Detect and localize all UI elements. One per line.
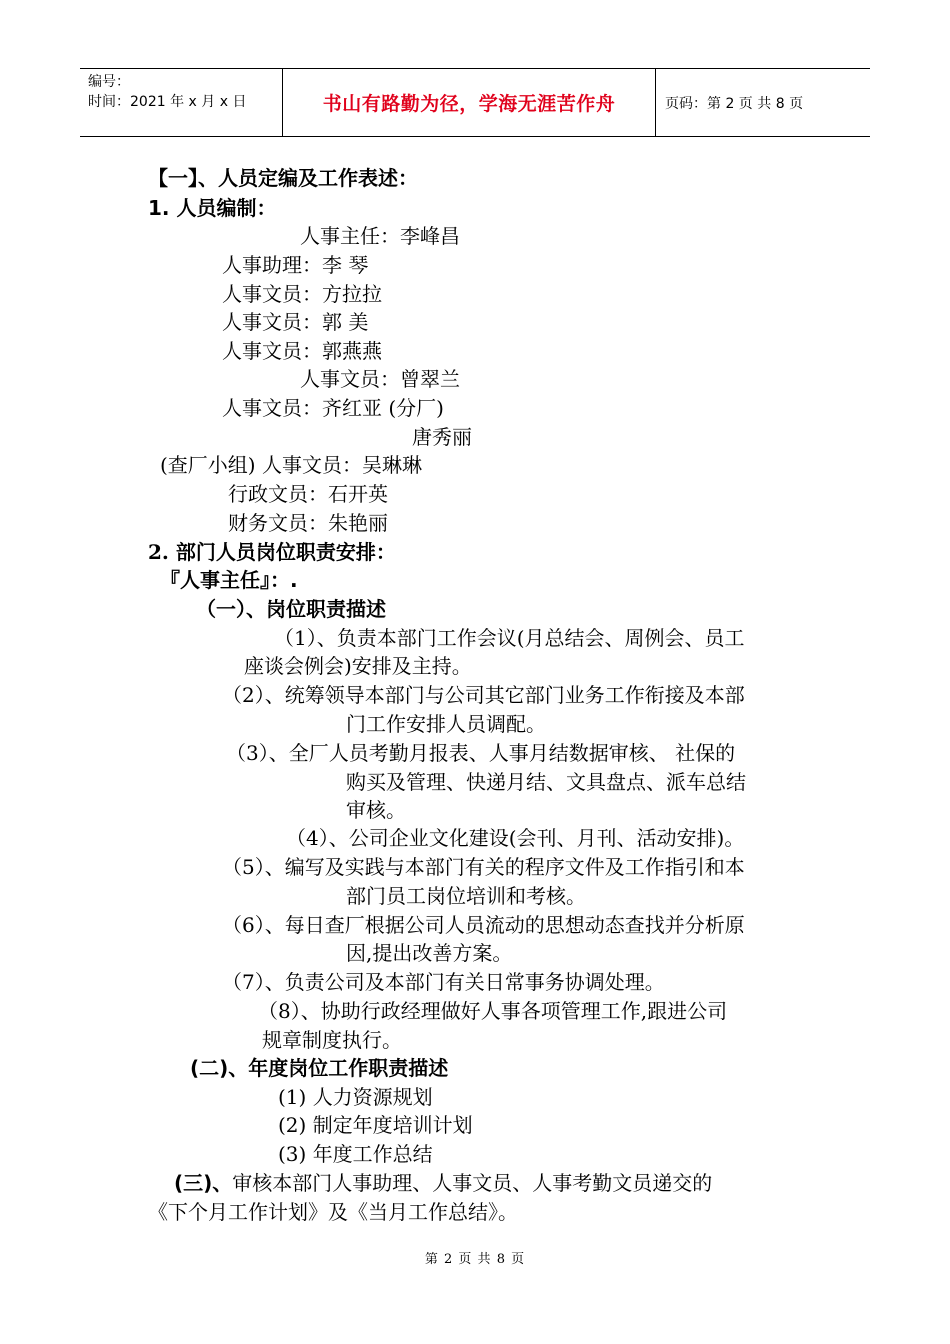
staffing-title: 1. 人员编制： [148,196,277,220]
duty-line: 部门员工岗位培训和考核。 [346,884,586,908]
subsection-three-text: 审核本部门人事助理、人事文员、人事考勤文员递交的 [232,1171,713,1195]
subsection-title: (二)、年度岗位工作职责描述 [190,1056,449,1080]
subsection-three [174,1171,712,1195]
header-page-label: 页码：第 2 页 共 8 页 [665,96,804,112]
staff-line: 行政文员：石开英 [228,482,388,506]
header-divider [282,69,283,136]
annual-item: (3) 年度工作总结 [278,1142,433,1166]
duty-line: （4）、公司企业文化建设(会刊、月刊、活动安排)。 [286,826,745,850]
page-header [80,68,870,137]
duty-line: （7）、负责公司及本部门有关日常事务协调处理。 [222,970,665,994]
staff-line: (查厂小组) 人事文员：吴琳琳 [160,453,422,477]
duty-line: （5）、编写及实践与本部门有关的程序文件及工作指引和本 [222,855,745,879]
annual-item: (2) 制定年度培训计划 [278,1113,473,1137]
staff-line: 人事文员：齐红亚 (分厂) [222,396,444,420]
page-footer: 第 2 页 共 8 页 [424,1252,526,1267]
section-title: 2. 部门人员岗位职责安排： [148,540,396,564]
duty-line: （1）、负责本部门工作会议(月总结会、周例会、员工 [274,626,745,650]
staff-line: 人事文员：郭 美 [222,310,369,334]
duty-line: 购买及管理、快递月结、文具盘点、派车总结 [346,770,746,794]
header-time-label: 时间：2021 年 x 月 x 日 [88,94,247,110]
subsection-three-continued: 《下个月工作计划》及《当月工作总结》。 [148,1200,518,1224]
duty-line: （6）、每日查厂根据公司人员流动的思想动态查找并分析原 [222,913,745,937]
staff-line: 唐秀丽 [412,425,472,449]
header-number-label: 编号： [88,74,130,90]
staff-line: 财务文员：朱艳丽 [228,511,388,535]
role-title: 『人事主任』：. [160,568,298,592]
header-motto: 书山有路勤为径，学海无涯苦作舟 [322,93,616,115]
section-title: 【一】、人员定编及工作表述： [148,166,418,190]
subsection-title: （一）、岗位职责描述 [196,597,386,621]
staff-line: 人事文员：郭燕燕 [222,339,382,363]
duty-line: （8）、协助行政经理做好人事各项管理工作,跟进公司 [258,999,728,1023]
duty-line: 规章制度执行。 [262,1028,402,1052]
staff-line: 人事主任：李峰昌 [300,224,460,248]
duty-line: 审核。 [346,798,406,822]
staff-line: 人事文员：曾翠兰 [300,367,460,391]
duty-line: 座谈会例会)安排及主持。 [244,654,472,678]
header-meta [88,72,246,112]
duty-line: 因,提出改善方案。 [346,941,513,965]
duty-line: 门工作安排人员调配。 [346,712,546,736]
staff-line: 人事文员：方拉拉 [222,282,382,306]
staff-line: 人事助理：李 琴 [222,253,369,277]
duty-line: （2）、统筹领导本部门与公司其它部门业务工作衔接及本部 [222,683,745,707]
header-divider [655,69,656,136]
annual-item: (1) 人力资源规划 [278,1085,433,1109]
subsection-three-prefix: (三)、 [174,1171,233,1195]
duty-line: （3）、全厂人员考勤月报表、人事月结数据审核、 社保的 [226,741,736,765]
